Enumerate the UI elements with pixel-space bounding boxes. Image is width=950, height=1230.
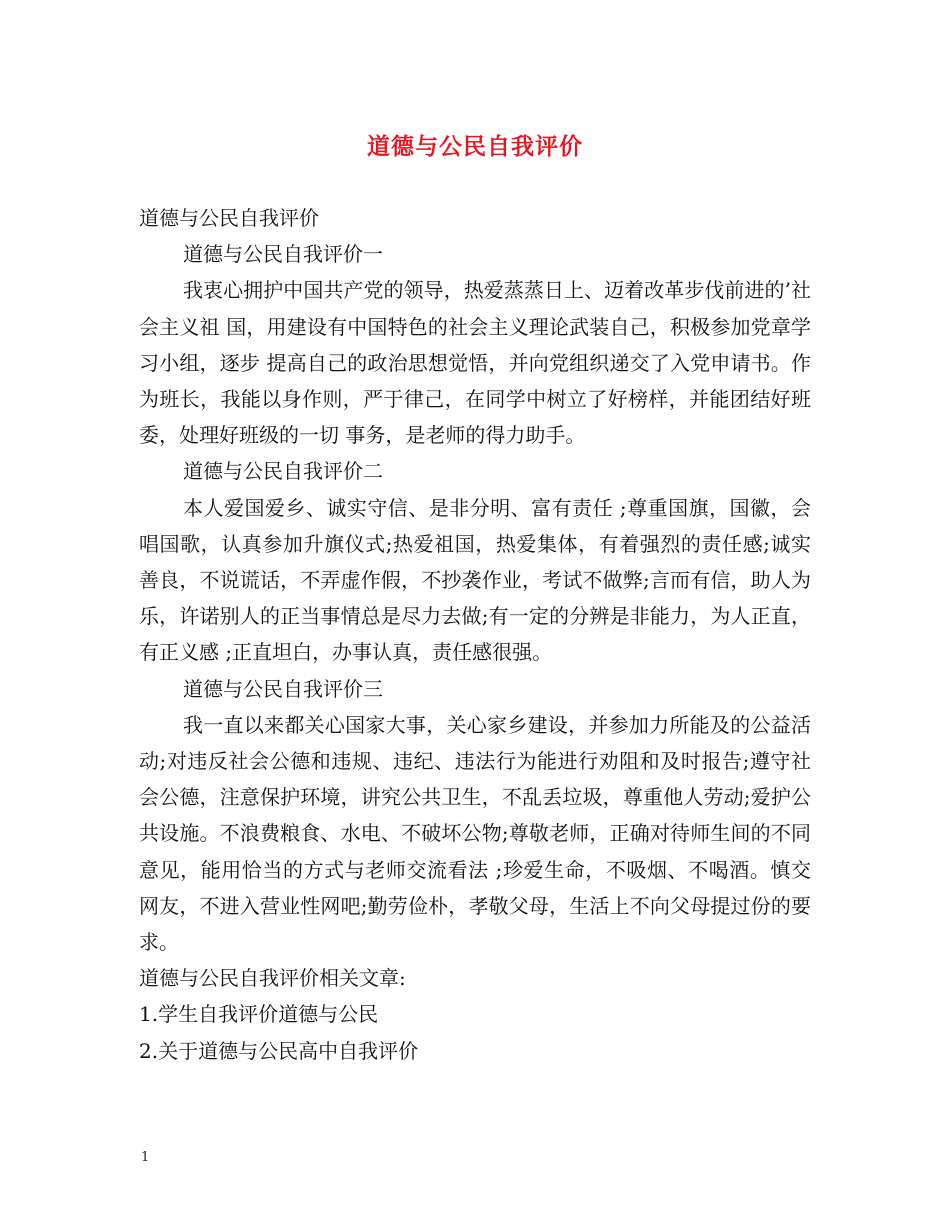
document-body xyxy=(139,200,811,1069)
page-number: 1 xyxy=(141,1150,150,1165)
section-heading-1: 道德与公民自我评价一 xyxy=(183,242,383,267)
related-articles-heading: 道德与公民自我评价相关文章: xyxy=(139,966,406,991)
document-subtitle: 道德与公民自我评价 xyxy=(139,206,319,230)
section-body-2: 本人爱国爱乡、诚实守信、是非分明、富有责任 ;尊重国旗，国徽，会唱国歌，认真参加升旗仪式;热爱祖国，热爱集体，有着强烈的责任感;诚实善良，不说谎话，不弄虚作假，不抄袭作业，考试不做弊;言而有信，助人为乐，许诺别人的正当事情总是尽力去做;有一定的分辨是非能力，为人正直，有正义感 ;正直坦白，办事认真，责任感很强。 xyxy=(139,495,811,665)
related-article-link-2[interactable]: 2.关于道德与公民高中自我评价 xyxy=(139,1038,419,1063)
section-body-1: 我衷心拥护中国共产党的领导，热爱蒸蒸日上、迈着改革步伐前进的’社会主义祖 国，用建设有中国特色的社会主义理论武装自己，积极参加党章学习小组，逐步 提高自己的政治思想觉悟，并向党组织递交了入党申请书。作为班长，我能以身作则，严于律己，在同学中树立了好榜样，并能团结好班委，处理好班级的一切 事务，是老师的得力助手。 xyxy=(139,278,811,448)
section-body-3: 我一直以来都关心国家大事，关心家乡建设，并参加力所能及的公益活动;对违反社会公德和违规、违纪、违法行为能进行劝阻和及时报告;遵守社会公德，注意保护环境，讲究公共卫生，不乱丢垃圾，尊重他人劳动;爱护公共设施。不浪费粮食、水电、不破坏公物;尊敬老师，正确对待师生间的不同意见，能用恰当的方式与老师交流看法 ;珍爱生命，不吸烟、不喝酒。慎交网友，不进入营业性网吧;勤劳俭朴，孝敬父母，生活上不向父母提过份的要求。 xyxy=(139,712,811,955)
section-heading-2: 道德与公民自我评价二 xyxy=(183,459,383,484)
related-article-link-1[interactable]: 1.学生自我评价道德与公民 xyxy=(139,1002,379,1027)
section-heading-3: 道德与公民自我评价三 xyxy=(183,676,383,701)
document-title: 道德与公民自我评价 xyxy=(367,133,583,160)
